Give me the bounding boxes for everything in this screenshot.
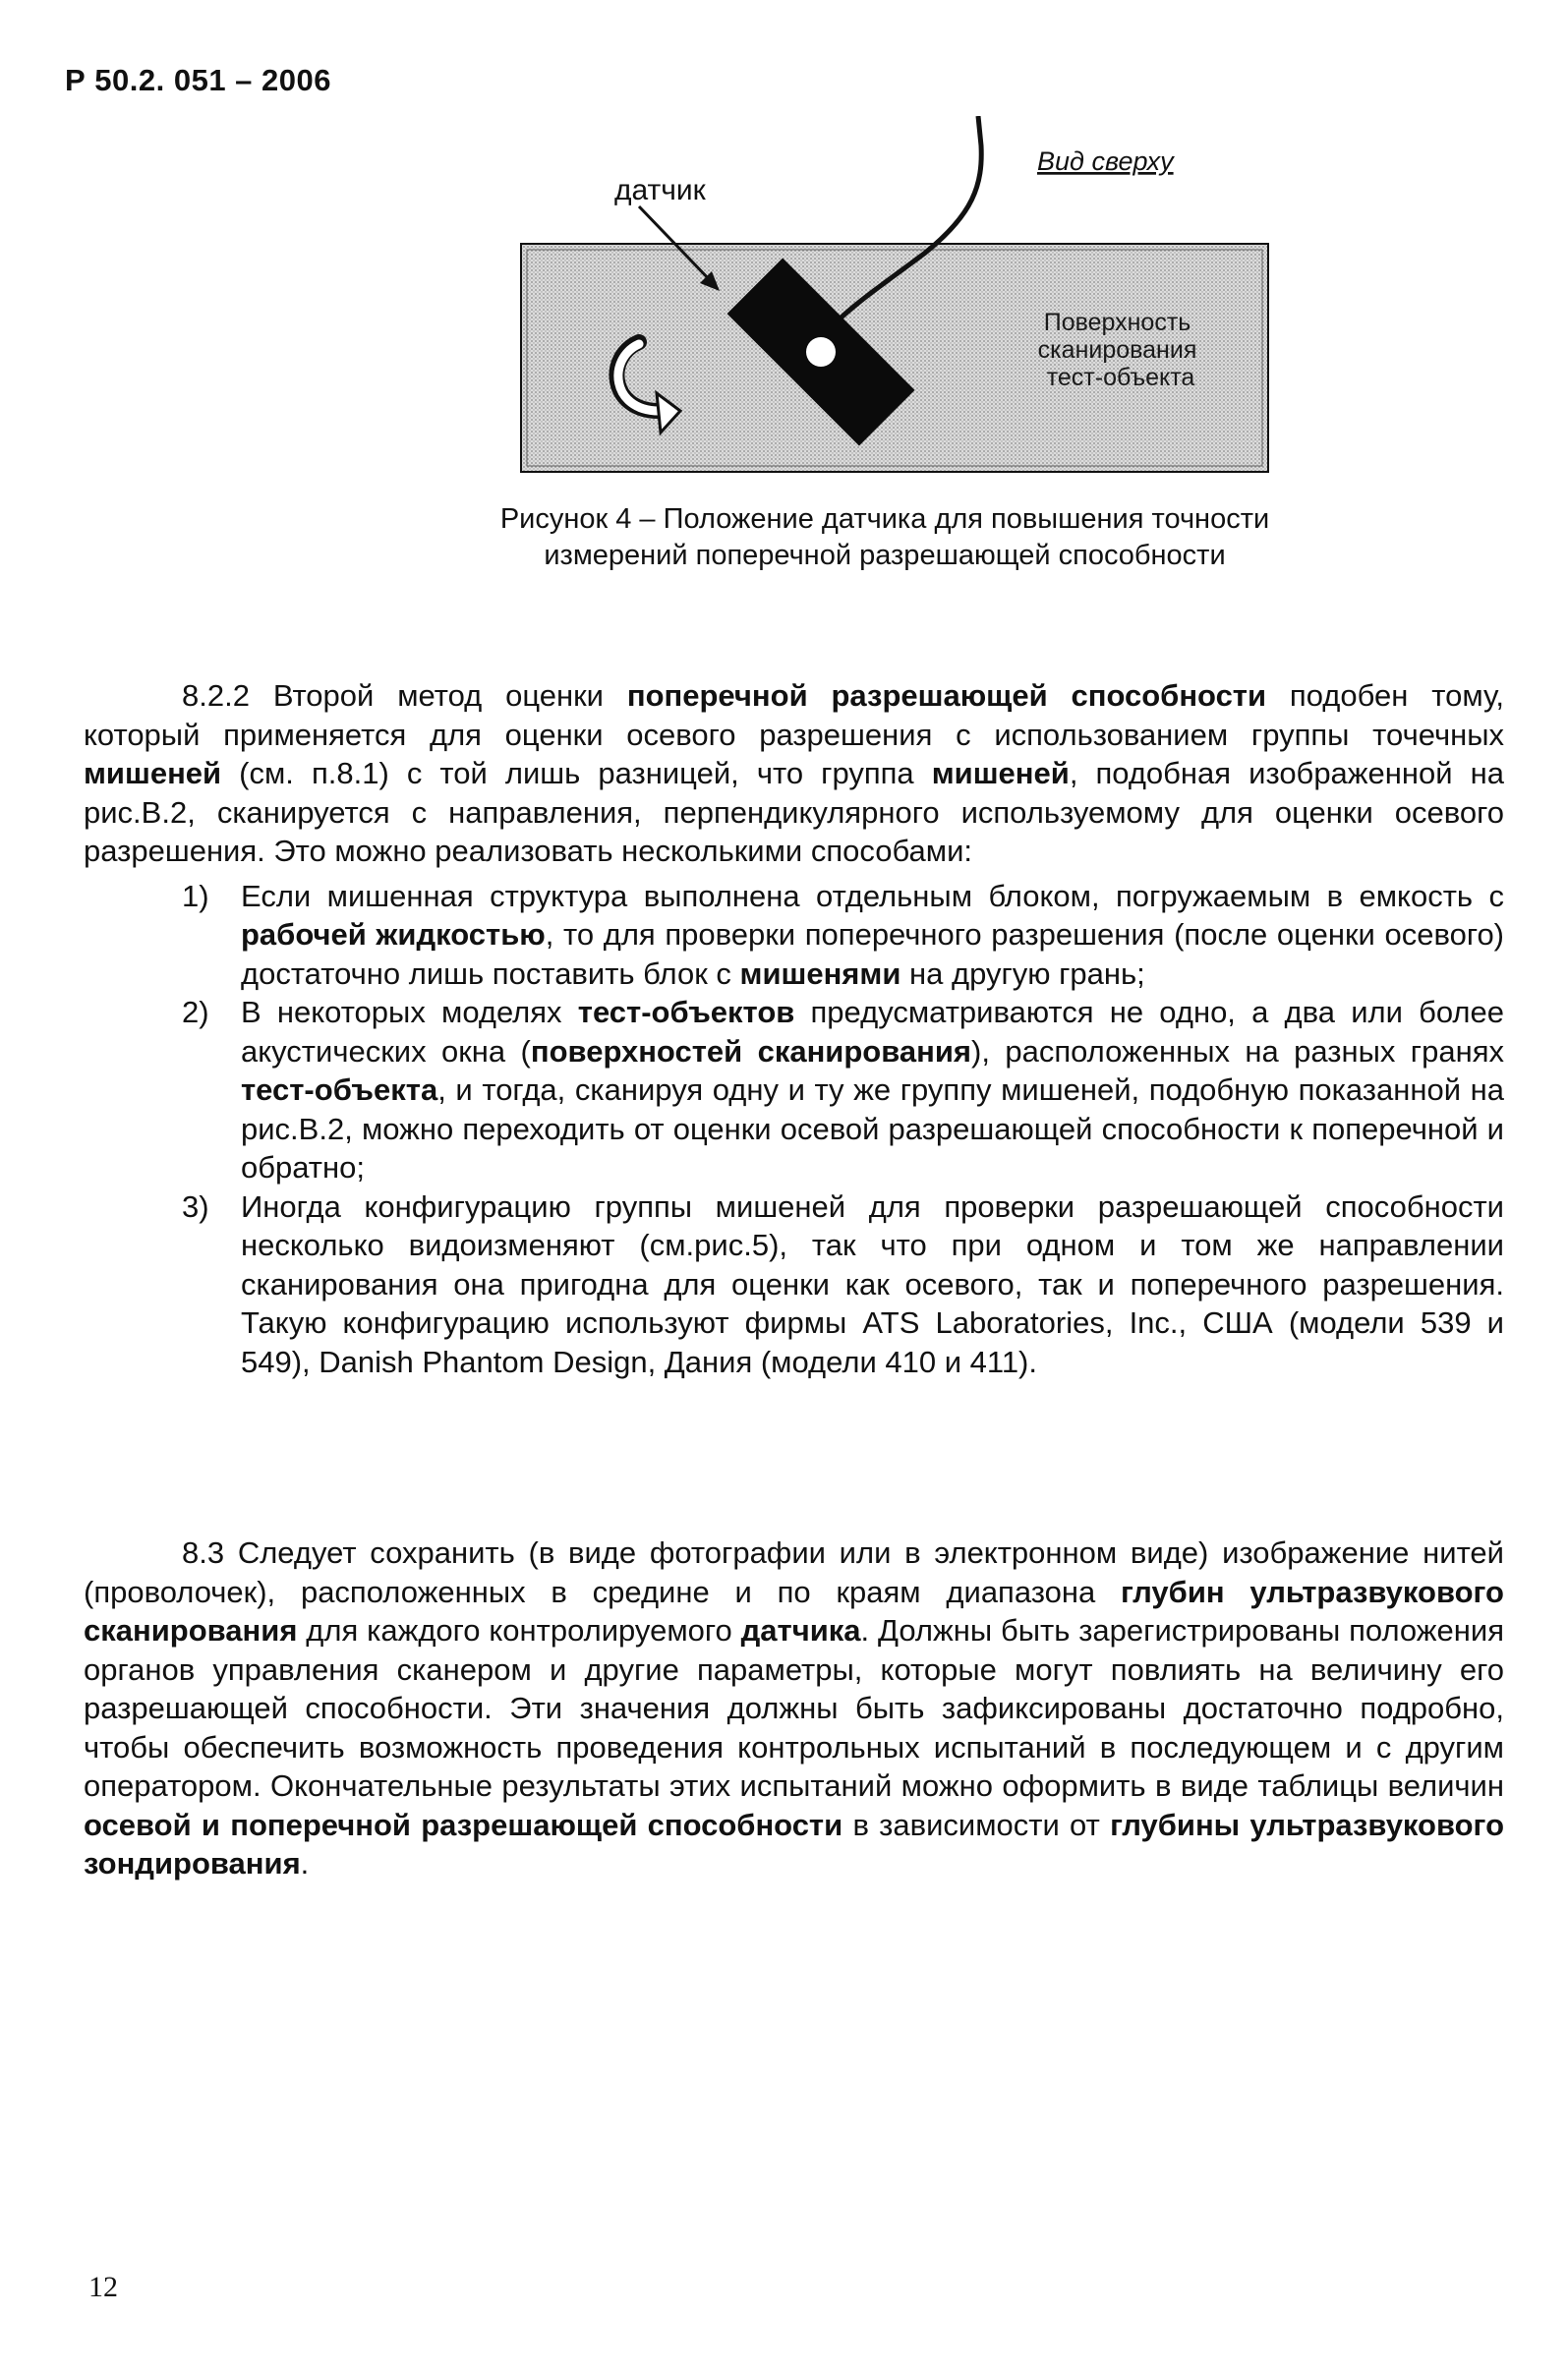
bold-term: осевой и поперечной разрешающей способности: [84, 1807, 843, 1842]
page-number: 12: [88, 2271, 118, 2303]
text-run: предусматриваются не одно, а два или более акустических окна (: [241, 995, 1504, 1069]
document-code: Р 50.2. 051 – 2006: [65, 63, 332, 97]
text-run: , то для проверки поперечного разрешения (после оценки осевого) достаточно лишь поставить блок с: [241, 917, 1505, 991]
bold-term: рабочей жидкостью: [241, 917, 546, 952]
figure-sensor-position: [492, 116, 1278, 480]
paragraph-8-3: [84, 1534, 1504, 1883]
text-run: (см. п.8.1) с той лишь разницей, что группа: [221, 756, 932, 790]
list-item: [84, 993, 1504, 1187]
text-run: Иногда конфигурацию группы мишеней для проверки разрешающей способности несколько видоизменяют (см.рис.5), так что при одном и том же направлении сканирования она пригодна для оценки как осевого, так и поперечного разрешения. Такую конфигурацию используют фирмы ATS Laboratories, Inc., США (модели 539 и 549), Danish Phantom Design, Дания (модели 410 и 411).: [241, 1188, 1504, 1379]
view-label: Вид сверху: [1037, 146, 1174, 176]
bold-term: мишеней: [931, 756, 1070, 790]
bold-term: тест-объекта: [241, 1072, 438, 1107]
list-item-text: [241, 1189, 1504, 1379]
text-run: . Должны быть зарегистрированы положения органов управления сканером и другие параметры, которые могут повлиять на величину его разрешающей способности. Эти значения должны быть зафиксированы достаточно подробно, чтобы обеспечить возможность проведения контрольных испытаний в последующем и с другим оператором. Окончательные результаты этих испытаний можно оформить в виде таблицы величин: [84, 1613, 1505, 1803]
sensor-diagram: [492, 116, 1278, 480]
text-run: , подобная изображенной на рис.В.2, сканируется с направления, перпендикулярного используемому для оценки осевого разрешения. Это можно реализовать несколькими способами:: [84, 756, 1504, 868]
text-run: 8.3 Следует сохранить (в виде фотографии или в электронном виде) изображение нитей (проволочек), расположенных в средине и по краям диапазона: [84, 1535, 1504, 1609]
methods-list: [84, 877, 1504, 1382]
text-run: ), расположенных на разных гранях: [971, 1033, 1504, 1069]
sensor-label: датчик: [614, 174, 706, 206]
list-item-text: [241, 879, 1504, 991]
list-item-number: 1): [182, 878, 209, 913]
list-item-number: 2): [182, 995, 209, 1029]
surface-label: Поверхность сканирования тест-объекта: [1037, 309, 1197, 391]
bold-term: глубины ультразвукового зондирования: [84, 1807, 1504, 1881]
list-item-number: 3): [182, 1188, 209, 1224]
bold-term: глубин ультразвукового сканирования: [84, 1574, 1504, 1648]
bold-term: мишеней: [84, 756, 222, 790]
paragraph-8-2-2: [84, 676, 1504, 1381]
bold-term: датчика: [740, 1613, 861, 1648]
figure-caption: Рисунок 4 – Положение датчика для повышения точности измерений поперечной разрешающей способности: [499, 503, 1270, 571]
text-run: для каждого контролируемого: [297, 1613, 741, 1648]
list-item: [84, 1187, 1504, 1382]
bold-term: поперечной разрешающей способности: [626, 678, 1267, 713]
text-run: В некоторых моделях: [241, 995, 578, 1029]
bold-term: поверхностей сканирования: [530, 1033, 971, 1069]
text-run: подобен тому, который применяется для оценки осевого разрешения с использованием группы точечных: [84, 678, 1504, 752]
paragraph-8-2-2-intro: [84, 676, 1504, 871]
text-run: Если мишенная структура выполнена отдельным блоком, погружаемым в емкость с: [241, 878, 1504, 913]
list-item-text: [241, 995, 1504, 1185]
bold-term: мишенями: [739, 955, 901, 991]
text-run: в зависимости от: [842, 1807, 1111, 1842]
bold-term: тест-объектов: [577, 995, 795, 1029]
text-run: , и тогда, сканируя одну и ту же группу мишеней, подобную показанной на рис.В.2, можно переходить от оценки осевой разрешающей способности к поперечной и обратно;: [241, 1072, 1504, 1185]
list-item: [84, 877, 1504, 994]
text-run: 8.2.2 Второй метод оценки: [182, 678, 627, 713]
text-run: .: [300, 1846, 310, 1881]
text-run: на другую грань;: [900, 955, 1145, 991]
